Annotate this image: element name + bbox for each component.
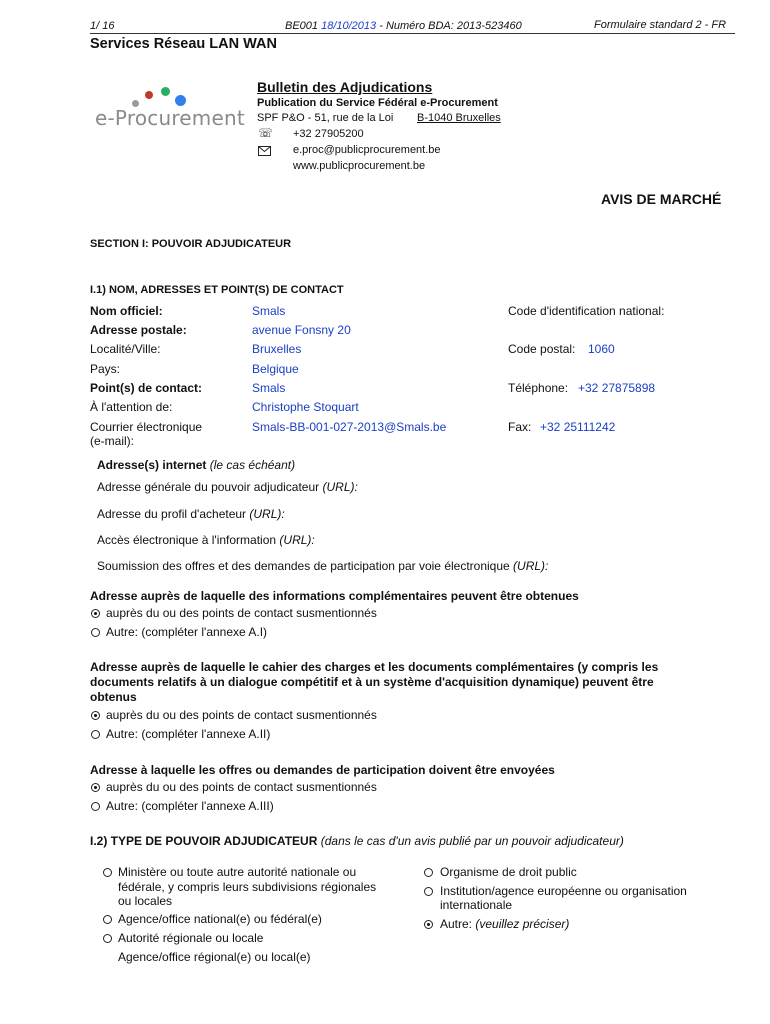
bda-number: - Numéro BDA: 2013-523460 [379,20,522,32]
form-label: Formulaire standard 2 - FR [594,19,727,31]
offers-address-title: Adresse à laquelle les offres ou demandes de participation doivent être envoyées [90,763,555,777]
value-telephone: +32 27875898 [578,381,656,395]
label-email-2: (e-mail): [90,434,134,448]
internet-row-label: Adresse générale du pouvoir adjudicateur [97,480,320,494]
type-ministry-line3: ou locales [118,894,173,908]
type-regional-agency: Agence/office régional(e) ou local(e) [118,950,311,964]
bulletin-email[interactable]: e.proc@publicprocurement.be [293,144,441,156]
radio-offers-contact-label: auprès du ou des points de contact susmentionnés [106,780,377,794]
type-ministry-line1: Ministère ou toute autre autorité nationale ou [118,865,357,879]
value-email[interactable]: Smals-BB-001-027-2013@Smals.be [252,420,447,434]
label-postal-code: Code postal: [508,342,576,356]
internet-row-url: (URL): [513,559,549,573]
internet-row-url: (URL): [279,533,315,547]
radio-docs-other-label: Autre: (compléter l'annexe A.II) [106,727,271,741]
type-national-agency: Agence/office national(e) ou fédéral(e) [118,912,322,926]
section12-note: (dans le cas d'un avis publié par un pouvoir adjudicateur) [320,834,624,848]
section1-title: SECTION I: POUVOIR ADJUDICATEUR [90,238,292,250]
internet-row-submission [97,559,548,573]
label-city: Localité/Ville: [90,342,161,356]
radio-docs-contact-label: auprès du ou des points de contact susmentionnés [106,708,377,722]
header-divider [90,33,735,34]
radio-type-regional-authority[interactable] [103,934,112,943]
radio-type-eu-institution[interactable] [424,887,433,896]
value-city: Bruxelles [252,342,302,356]
internet-row-label: Soumission des offres et des demandes de participation par voie électronique [97,559,510,573]
logo-dot-green [161,87,170,96]
label-official-name: Nom officiel: [90,304,163,318]
radio-type-ministry[interactable] [103,868,112,877]
label-country: Pays: [90,362,121,376]
documents-address-title-2: documents relatifs à un dialogue compétitif et à un système d'acquisition dynamique) peuvent être [90,675,654,689]
type-public-body: Organisme de droit public [440,865,577,879]
phone-icon: ☏ [258,126,274,140]
internet-row-general [97,480,358,494]
label-contact-point: Point(s) de contact: [90,381,203,395]
value-country: Belgique [252,362,299,376]
logo-text: e-Procurement [95,106,245,130]
internet-row-url: (URL): [322,480,358,494]
label-attention: À l'attention de: [90,400,173,414]
value-fax: +32 25111242 [540,420,616,434]
type-eu-institution-line2: internationale [440,898,513,912]
radio-type-public-body[interactable] [424,868,433,877]
label-email: Courrier électronique [90,420,203,434]
value-postal-code: 1060 [588,342,615,356]
internet-title: Adresse(s) internet [97,458,207,472]
page-title: Services Réseau LAN WAN [90,36,277,52]
ref-prefix: BE001 [285,20,319,32]
bulletin-postcode: B-1040 Bruxelles [417,112,501,124]
radio-info-other-label: Autre: (compléter l'annexe A.I) [106,625,268,639]
radio-offers-other[interactable] [91,802,100,811]
notice-reference [285,20,522,32]
type-other [440,917,569,931]
mail-icon [258,145,271,159]
bulletin-title: Bulletin des Adjudications [257,79,433,95]
section11-title: I.1) NOM, ADRESSES ET POINT(S) DE CONTACT [90,284,344,296]
internet-row-label: Accès électronique à l'information [97,533,277,547]
type-regional-authority: Autorité régionale ou locale [118,931,264,945]
label-national-id: Code d'identification national: [508,304,665,318]
label-postal-address: Adresse postale: [90,323,187,337]
bulletin-website[interactable]: www.publicprocurement.be [293,160,426,172]
internet-heading [97,458,295,472]
documents-address-title-3: obtenus [90,690,137,704]
type-ministry-line2: fédérale, y compris leurs subdivisions régionales [118,880,377,894]
type-other-label: Autre: [440,917,473,931]
radio-offers-contact[interactable] [91,783,100,792]
radio-info-contact-label: auprès du ou des points de contact susmentionnés [106,606,377,620]
internet-note: (le cas échéant) [209,458,296,472]
bulletin-phone: +32 27905200 [293,128,364,140]
section12-heading [90,834,624,848]
value-attention: Christophe Stoquart [252,400,359,414]
bulletin-address: SPF P&O - 51, rue de la Loi [257,112,394,124]
radio-docs-contact[interactable] [91,711,100,720]
logo-dot-red [145,91,153,99]
notice-title: AVIS DE MARCHÉ [601,191,722,207]
type-other-note: (veuillez préciser) [475,917,570,931]
internet-row-electronic-access [97,533,315,547]
radio-offers-other-label: Autre: (compléter l'annexe A.III) [106,799,274,813]
type-eu-institution-line1: Institution/agence européenne ou organisation [440,884,687,898]
radio-info-contact[interactable] [91,609,100,618]
label-telephone: Téléphone: [508,381,569,395]
documents-address-title-1: Adresse auprès de laquelle le cahier des charges et les documents complémentaires (y compris les [90,660,659,674]
bulletin-subtitle: Publication du Service Fédéral e-Procurement [257,97,498,109]
label-fax: Fax: [508,420,532,434]
internet-row-url: (URL): [249,507,285,521]
publication-date: 18/10/2013 [321,20,377,32]
radio-type-national-agency[interactable] [103,915,112,924]
internet-row-buyer-profile [97,507,285,521]
section12-title: I.2) TYPE DE POUVOIR ADJUDICATEUR [90,834,318,848]
page-number: 1/ 16 [90,20,115,32]
info-address-title: Adresse auprès de laquelle des informations complémentaires peuvent être obtenues [90,589,579,603]
internet-row-label: Adresse du profil d'acheteur [97,507,247,521]
value-postal-address: avenue Fonsny 20 [252,323,351,337]
value-official-name: Smals [252,304,286,318]
value-contact-point: Smals [252,381,286,395]
radio-type-other[interactable] [424,920,433,929]
radio-info-other[interactable] [91,628,100,637]
logo-dot-blue [175,95,186,106]
radio-docs-other[interactable] [91,730,100,739]
